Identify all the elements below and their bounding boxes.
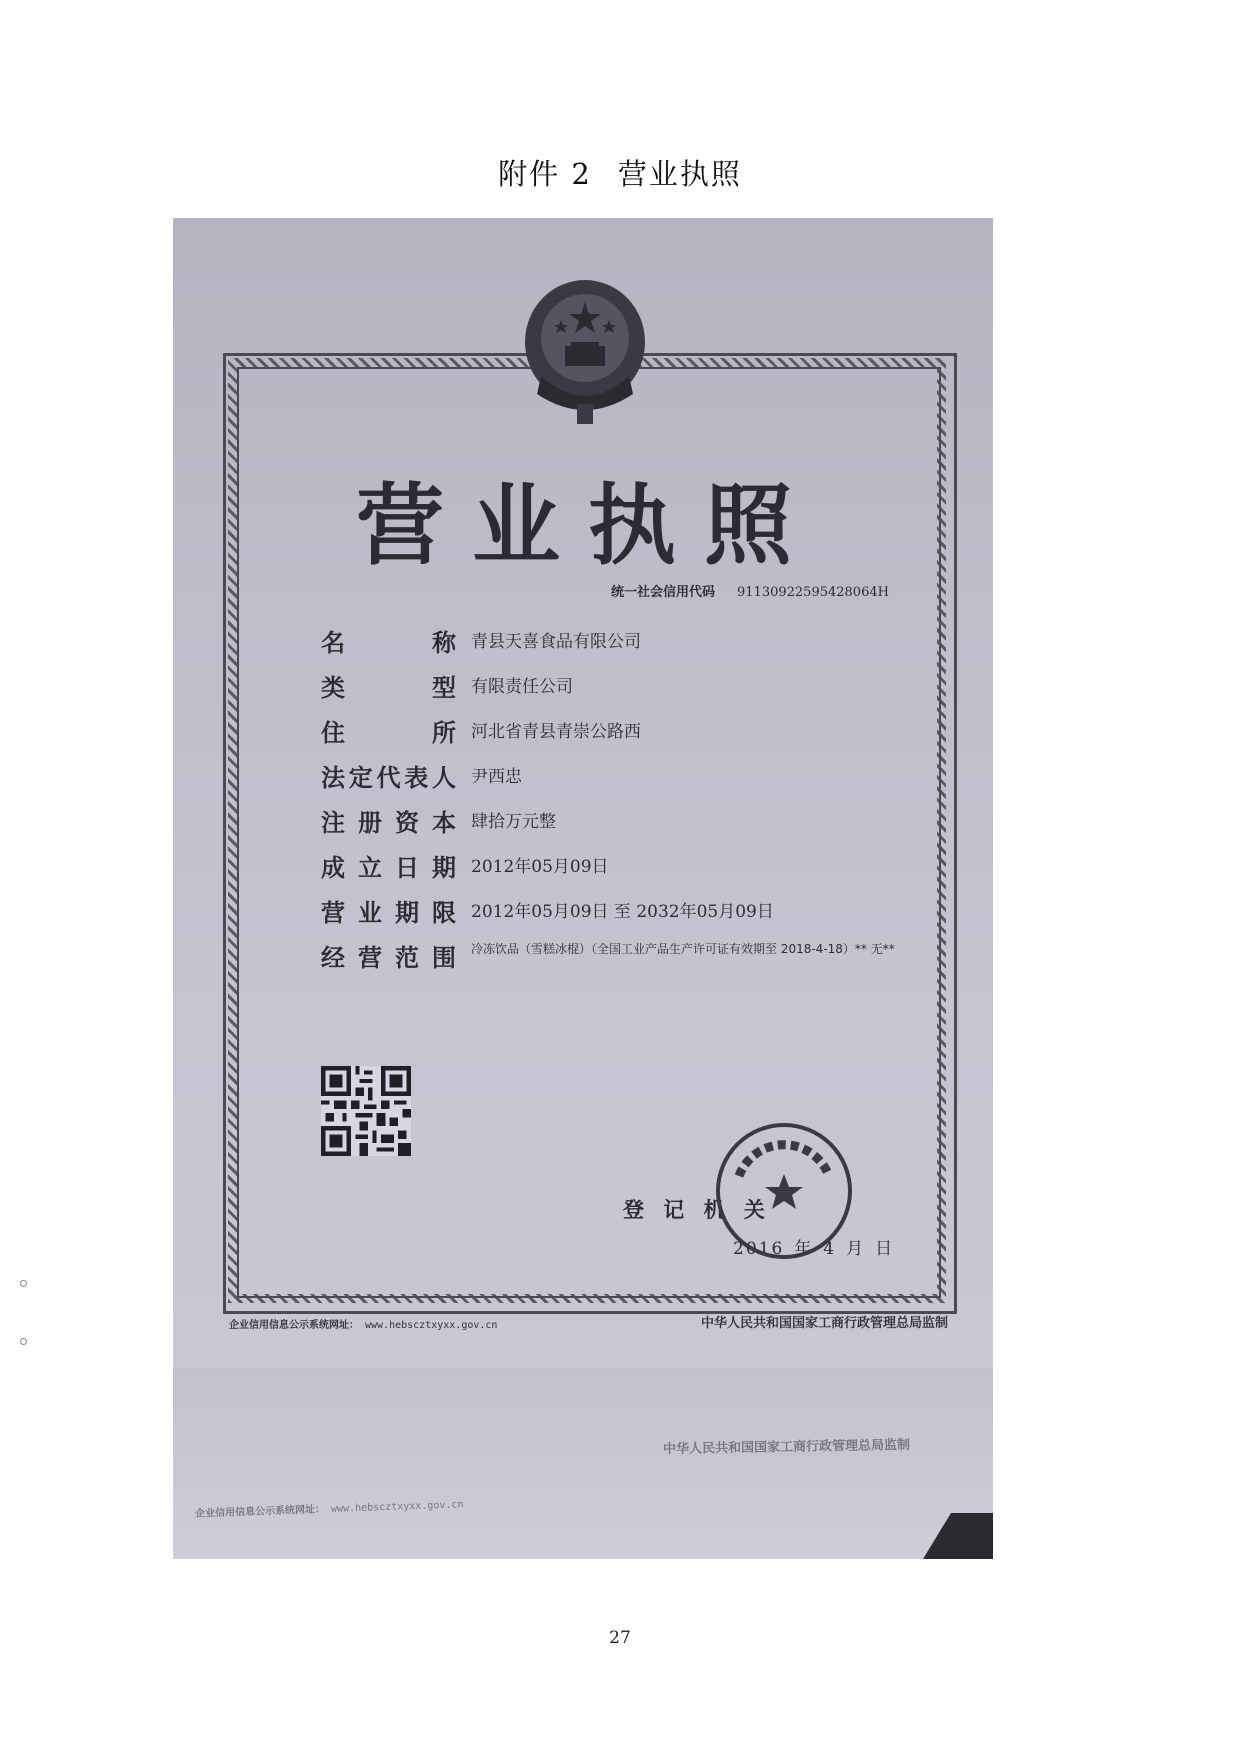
field-label: 经营范围 bbox=[321, 944, 456, 972]
footer-supervisor: 中华人民共和国国家工商行政管理总局监制 bbox=[701, 1316, 949, 1331]
field-label: 营业期限 bbox=[321, 899, 456, 927]
business-license-photo bbox=[173, 218, 993, 1559]
issue-year-unit: 年 bbox=[794, 1239, 814, 1259]
credit-code-label: 统一社会信用代码 bbox=[611, 585, 716, 600]
credit-code-value: 91130922595428064H bbox=[737, 585, 889, 600]
credit-code bbox=[611, 581, 889, 600]
field-label: 住 所 bbox=[321, 719, 456, 747]
field-row-capital bbox=[321, 803, 921, 843]
field-value: 河北省青县青崇公路西 bbox=[471, 722, 641, 742]
field-label: 类 型 bbox=[321, 674, 456, 702]
field-label: 成立日期 bbox=[321, 854, 456, 882]
field-row-legal-rep bbox=[321, 758, 921, 798]
footer-website bbox=[229, 1316, 497, 1331]
footer-website-label-ghost: 企业信用信息公示系统网址： bbox=[194, 1504, 326, 1520]
official-seal-icon bbox=[709, 1116, 859, 1266]
field-value: 2012年05月09日 bbox=[471, 857, 609, 877]
field-label: 名 称 bbox=[321, 629, 456, 657]
license-title: 营业执照 bbox=[355, 474, 820, 577]
field-value: 肆拾万元整 bbox=[471, 812, 556, 832]
registration-authority-label: 登 记 机 关 bbox=[623, 1198, 771, 1222]
field-row-type bbox=[321, 668, 921, 708]
field-value: 冷冻饮品（雪糕冰棍）（全国工业产品生产许可证有效期至 2018-4-18）** 无** bbox=[471, 942, 895, 956]
photocopy-lower-strip bbox=[173, 1368, 993, 1559]
qr-code-icon bbox=[321, 1066, 411, 1156]
field-label: 注册资本 bbox=[321, 809, 456, 837]
field-value: 有限责任公司 bbox=[471, 677, 573, 697]
national-emblem-icon bbox=[521, 276, 649, 428]
page-heading bbox=[0, 152, 1240, 193]
attachment-title: 营业执照 bbox=[617, 157, 742, 191]
attachment-label: 附件 2 bbox=[498, 157, 592, 191]
field-value: 2012年05月09日 至 2032年05月09日 bbox=[471, 902, 774, 922]
footer-website-url-ghost: www.hebscztxyxx.gov.cn bbox=[330, 1499, 464, 1515]
issue-day-unit: 日 bbox=[875, 1239, 895, 1259]
field-row-established bbox=[321, 848, 921, 888]
footer-website-url: www.hebscztxyxx.gov.cn bbox=[365, 1320, 498, 1331]
margin-mark bbox=[20, 1338, 27, 1345]
field-value: 青县天喜食品有限公司 bbox=[471, 632, 641, 652]
field-row-name bbox=[321, 623, 921, 663]
footer-supervisor-ghost: 中华人民共和国国家工商行政管理总局监制 bbox=[662, 1437, 911, 1458]
footer-website-label: 企业信用信息公示系统网址： bbox=[229, 1320, 359, 1331]
margin-mark bbox=[20, 1280, 27, 1287]
field-value: 尹西忠 bbox=[471, 767, 522, 787]
field-row-term bbox=[321, 893, 921, 933]
issue-year: 2016 bbox=[733, 1239, 785, 1259]
issue-month-unit: 月 bbox=[846, 1239, 866, 1259]
field-row-scope bbox=[321, 938, 921, 978]
field-label: 法定代表人 bbox=[321, 764, 456, 792]
field-row-address bbox=[321, 713, 921, 753]
page-number: 27 bbox=[609, 1628, 631, 1648]
issue-month: 4 bbox=[823, 1239, 837, 1259]
